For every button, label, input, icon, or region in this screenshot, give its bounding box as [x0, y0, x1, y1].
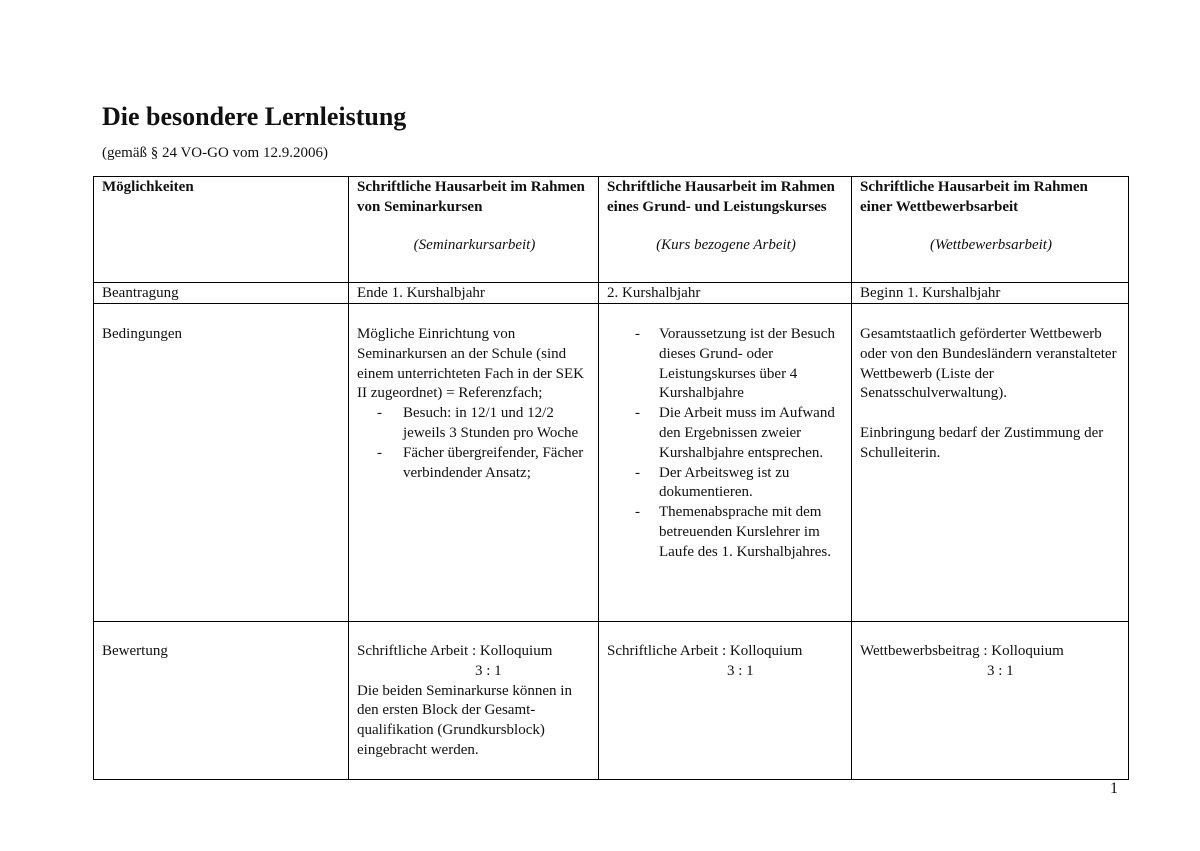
row-label-bewertung: Bewertung [94, 622, 349, 780]
list-item: - Themenabsprache mit dem betreuenden Kurslehrer im Laufe des 1. Kurshalbjahres. [607, 503, 845, 562]
lernleistung-table [93, 176, 1129, 780]
header-seminarkursarbeit [349, 177, 599, 283]
bedingungen-list [607, 325, 845, 563]
list-item: - Voraussetzung ist der Besuch dieses Grund- oder Leistungskurses über 4 Kurshalbjahre [607, 325, 845, 404]
row-label-beantragung: Beantragung [94, 283, 349, 304]
bewertung-line: Wettbewerbsbeitrag : Kolloquium [860, 643, 1064, 659]
bewertung-line: Schriftliche Arbeit : Kolloquium [357, 643, 553, 659]
header-subtitle: (Seminarkursarbeit) [413, 236, 536, 253]
table-cell-wettbewerb-bedingungen [852, 304, 1129, 622]
header-label-moeglichkeiten: Möglichkeiten [94, 177, 349, 283]
bewertung-ratio: 3 : 1 [987, 662, 1014, 679]
table-cell-kurs-bedingungen [599, 304, 852, 622]
page-title: Die besondere Lernleistung [102, 102, 407, 131]
table-row-bedingungen [94, 304, 1129, 622]
bewertung-note: Die beiden Seminarkurse können in den ersten Block der Gesamt-qualifikation (Grundkursblock) eingebracht werden. [357, 682, 572, 758]
bedingungen-paragraph: Einbringung bedarf der Zustimmung der Schulleiterin. [860, 424, 1104, 461]
bewertung-ratio: 3 : 1 [727, 662, 754, 679]
page-subtitle: (gemäß § 24 VO-GO vom 12.9.2006) [102, 145, 328, 161]
table-cell: Beginn 1. Kurshalbjahr [852, 283, 1129, 304]
header-wettbewerbsarbeit [852, 177, 1129, 283]
bedingungen-list [357, 404, 592, 483]
header-subtitle: (Kurs bezogene Arbeit) [656, 236, 796, 253]
bewertung-ratio: 3 : 1 [475, 662, 502, 679]
paragraph-gap [860, 404, 1122, 424]
bedingungen-paragraph: Gesamtstaatlich geförderter Wettbewerb oder von den Bundesländern veranstalteter Wettbewerb (Liste der Senatsschulverwaltung). [860, 326, 1117, 402]
header-title: Schriftliche Hausarbeit im Rahmen von Seminarkursen [357, 179, 585, 215]
table-cell: Ende 1. Kurshalbjahr [349, 283, 599, 304]
bewertung-line: Schriftliche Arbeit : Kolloquium [607, 643, 803, 659]
list-item: - Die Arbeit muss im Aufwand den Ergebnissen zweier Kurshalbjahre entsprechen. [607, 404, 845, 463]
header-kursarbeit [599, 177, 852, 283]
header-title: Schriftliche Hausarbeit im Rahmen einer Wettbewerbsarbeit [860, 179, 1088, 215]
header-subtitle: (Wettbewerbsarbeit) [930, 236, 1052, 253]
row-label-bedingungen: Bedingungen [94, 304, 349, 622]
table-row-beantragung [94, 283, 1129, 304]
table-header-row [94, 177, 1129, 283]
table-cell-kurs-bewertung [599, 622, 852, 780]
list-item: - Fächer übergreifender, Fächer verbindender Ansatz; [357, 444, 592, 484]
table-row-bewertung [94, 622, 1129, 780]
table-cell-seminarkurs-bewertung [349, 622, 599, 780]
table-cell-seminarkurs-bedingungen [349, 304, 599, 622]
table-cell: 2. Kurshalbjahr [599, 283, 852, 304]
bedingungen-intro: Mögliche Einrichtung von Seminarkursen an der Schule (sind einem unterrichteten Fach in der SEK II zugeordnet) = Referenzfach; [357, 326, 585, 402]
table-cell-wettbewerb-bewertung [852, 622, 1129, 780]
header-title: Schriftliche Hausarbeit im Rahmen eines Grund- und Leistungskurses [607, 179, 835, 215]
list-item: - Besuch: in 12/1 und 12/2 jeweils 3 Stunden pro Woche [357, 404, 592, 444]
page-number: 1 [1110, 780, 1118, 797]
list-item: - Der Arbeitsweg ist zu dokumentieren. [607, 464, 845, 504]
